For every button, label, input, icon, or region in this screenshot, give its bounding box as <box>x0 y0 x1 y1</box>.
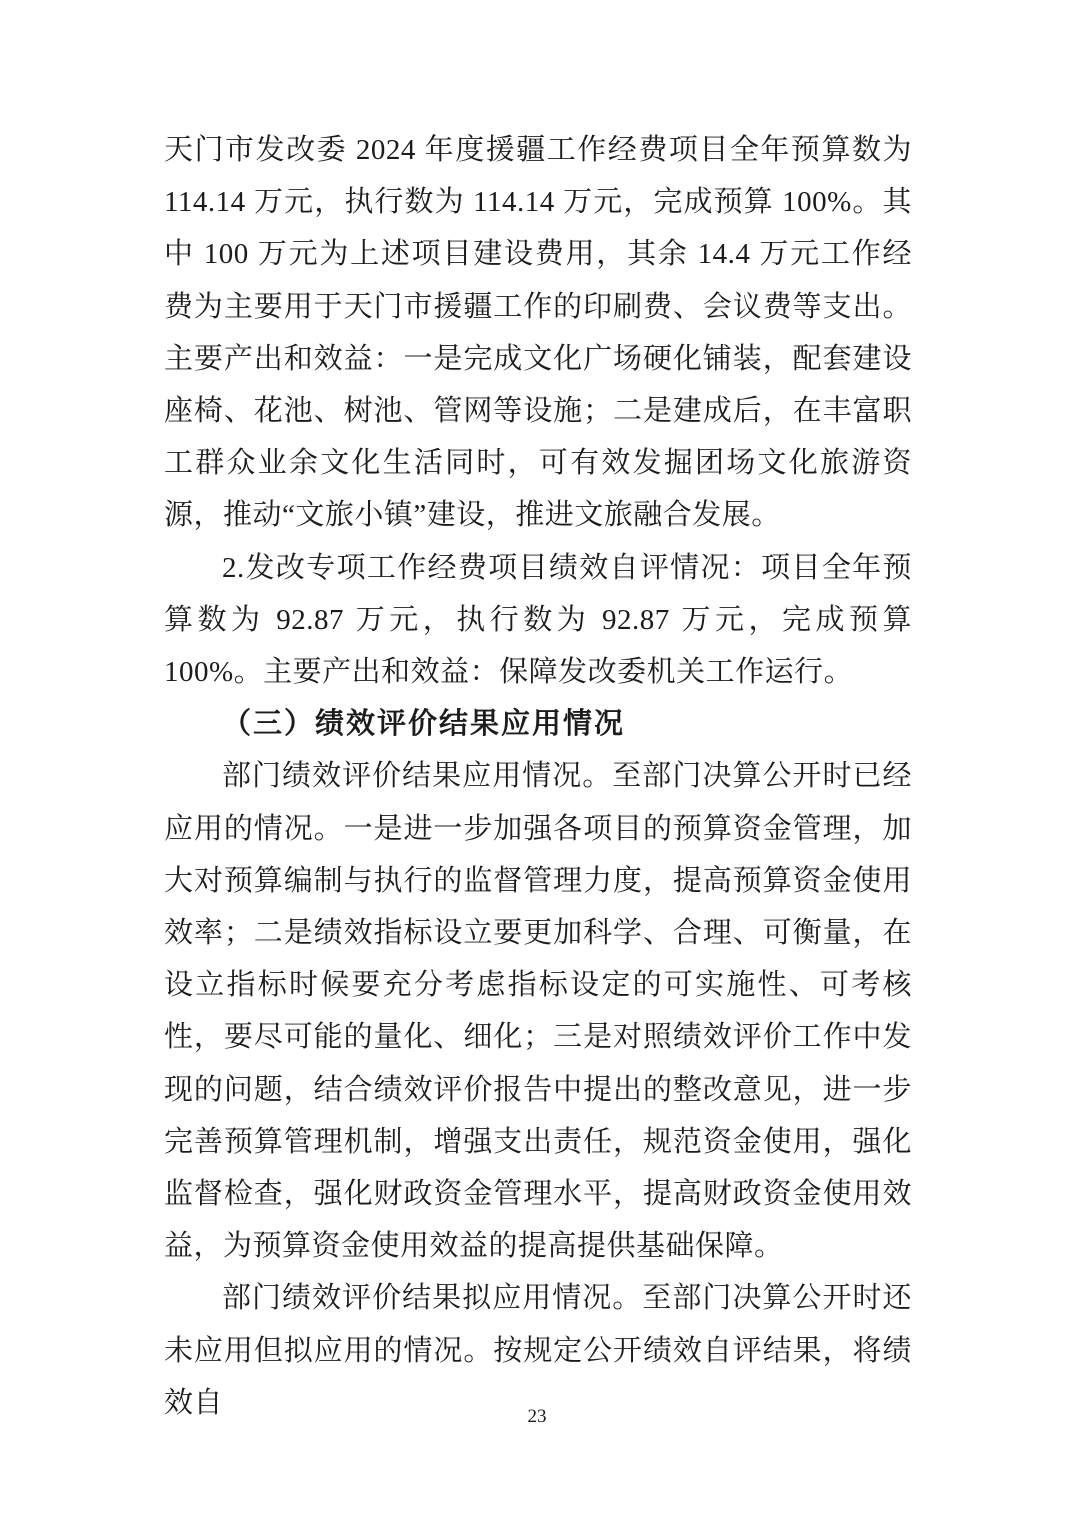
paragraph-results-to-be-applied: 部门绩效评价结果拟应用情况。至部门决算公开时还未应用但拟应用的情况。按规定公开绩效自评结果，将绩效自 <box>164 1282 912 1419</box>
paragraph-xinjiang-aid-funds: 天门市发改委 2024 年度援疆工作经费项目全年预算数为 114.14 万元，执行数为 114.14 万元，完成预算 100%。其中 100 万元为上述项目建设费用，其余 14.4 万元工作经费为主要用于天门市援疆工作的印刷费、会议费等支出。主要产出和效益：一是完成文化广场硬化铺装，配套建设座椅、花池、树池、管网等设施；二是建成后，在丰富职工群众业余文化生活同时，可有效发掘团场文化旅游资源，推动“文旅小镇”建设，推进文旅融合发展。 <box>164 134 912 532</box>
paragraph-special-work-funds: 2.发改专项工作经费项目绩效自评情况：项目全年预算数为 92.87 万元，执行数为 92.87 万元，完成预算 100%。主要产出和效益：保障发改委机关工作运行。 <box>164 551 912 689</box>
page-number: 23 <box>527 1406 547 1427</box>
section-heading-evaluation-results: （三）绩效评价结果应用情况 <box>222 708 626 741</box>
document-body <box>164 124 912 1429</box>
paragraph-results-applied: 部门绩效评价结果应用情况。至部门决算公开时已经应用的情况。一是进一步加强各项目的预算资金管理，加大对预算编制与执行的监督管理力度，提高预算资金使用效率；二是绩效指标设立要更加科学、合理、可衡量，在设立指标时候要充分考虑指标设定的可实施性、可考核性，要尽可能的量化、细化；三是对照绩效评价工作中发现的问题，结合绩效评价报告中提出的整改意见，进一步完善预算管理机制，增强支出责任，规范资金使用，强化监督检查，强化财政资金管理水平，提高财政资金使用效益，为预算资金使用效益的提高提供基础保障。 <box>164 760 912 1263</box>
